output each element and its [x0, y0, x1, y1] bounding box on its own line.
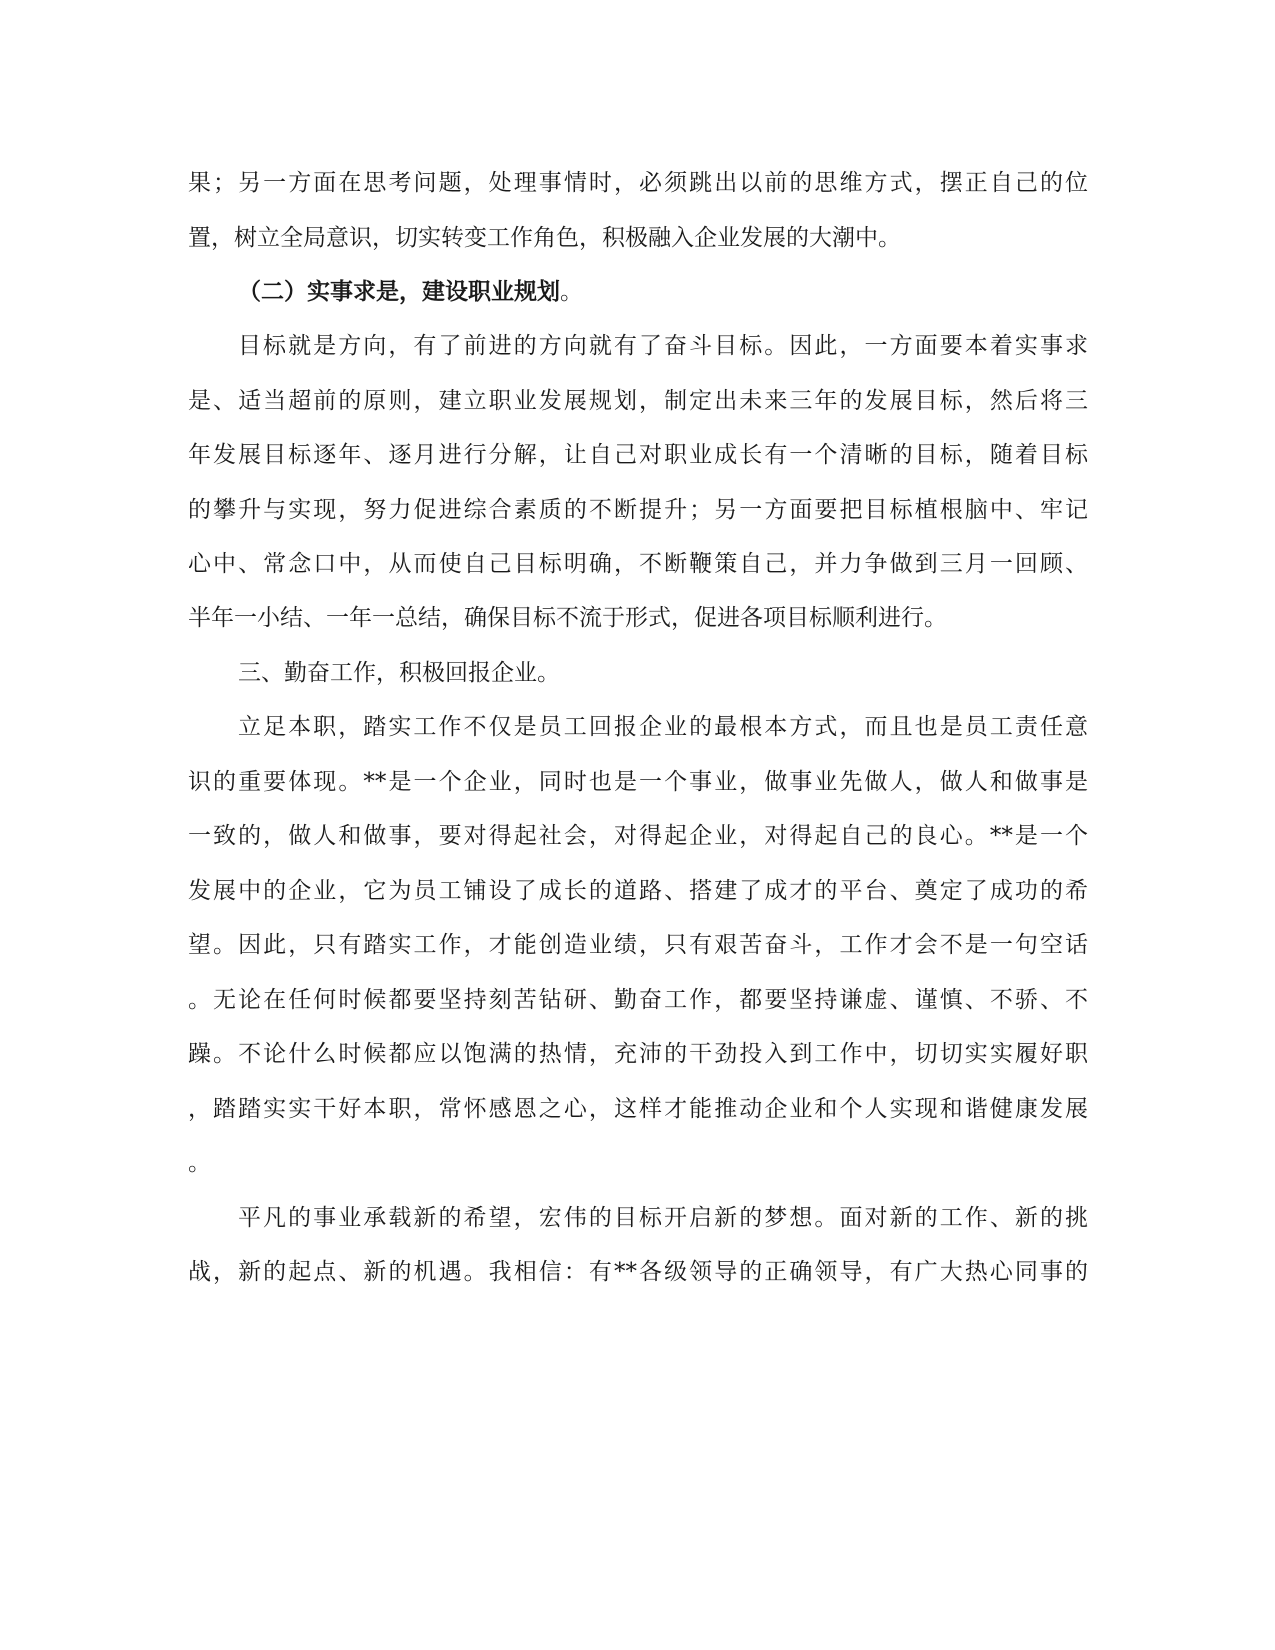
text-line: 立足本职，踏实工作不仅是员工回报企业的最根本方式，而且也是员工责任意	[238, 714, 1088, 740]
text-line: ，踏踏实实干好本职，常怀感恩之心，这样才能推动企业和个人实现和谐健康发展	[188, 1096, 1088, 1122]
text-line: 年发展目标逐年、逐月进行分解，让自己对职业成长有一个清晰的目标，随着目标	[188, 442, 1088, 468]
text-line: 躁。不论什么时候都应以饱满的热情，充沛的干劲投入到工作中，切切实实履好职	[188, 1041, 1088, 1067]
text-line: 是、适当超前的原则，建立职业发展规划，制定出未来三年的发展目标，然后将三	[188, 388, 1088, 414]
section-heading	[238, 277, 583, 307]
text-line: 识的重要体现。**是一个企业，同时也是一个事业，做事业先做人，做人和做事是	[188, 769, 1088, 795]
text-line: 。无论在任何时候都要坚持刻苦钻研、勤奋工作，都要坚持谦虚、谨慎、不骄、不	[188, 987, 1088, 1013]
text-line: 。	[188, 1150, 211, 1176]
text-line: 战，新的起点、新的机遇。我相信：有**各级领导的正确领导，有广大热心同事的	[188, 1259, 1088, 1285]
section-heading-text: （二）实事求是，建设职业规划	[238, 278, 560, 305]
text-line: 果；另一方面在思考问题，处理事情时，必须跳出以前的思维方式，摆正自己的位	[188, 170, 1088, 196]
text-line: 心中、常念口中，从而使自己目标明确，不断鞭策自己，并力争做到三月一回顾、	[188, 551, 1088, 577]
text-line: 置，树立全局意识，切实转变工作角色，积极融入企业发展的大潮中。	[188, 225, 901, 251]
text-line: 半年一小结、一年一总结，确保目标不流于形式，促进各项目标顺利进行。	[188, 605, 947, 631]
text-line: 目标就是方向，有了前进的方向就有了奋斗目标。因此，一方面要本着实事求	[238, 333, 1088, 359]
text-line: 发展中的企业，它为员工铺设了成长的道路、搭建了成才的平台、奠定了成功的希	[188, 878, 1088, 904]
section-heading: 三、勤奋工作，积极回报企业。	[238, 660, 560, 686]
text-line: 平凡的事业承载新的希望，宏伟的目标开启新的梦想。面对新的工作、新的挑	[238, 1205, 1088, 1231]
text-line: 望。因此，只有踏实工作，才能创造业绩，只有艰苦奋斗，工作才会不是一句空话	[188, 932, 1088, 958]
section-heading-period: 。	[560, 279, 583, 305]
text-line: 一致的，做人和做事，要对得起社会，对得起企业，对得起自己的良心。**是一个	[188, 823, 1088, 849]
text-line: 的攀升与实现，努力促进综合素质的不断提升；另一方面要把目标植根脑中、牢记	[188, 497, 1088, 523]
